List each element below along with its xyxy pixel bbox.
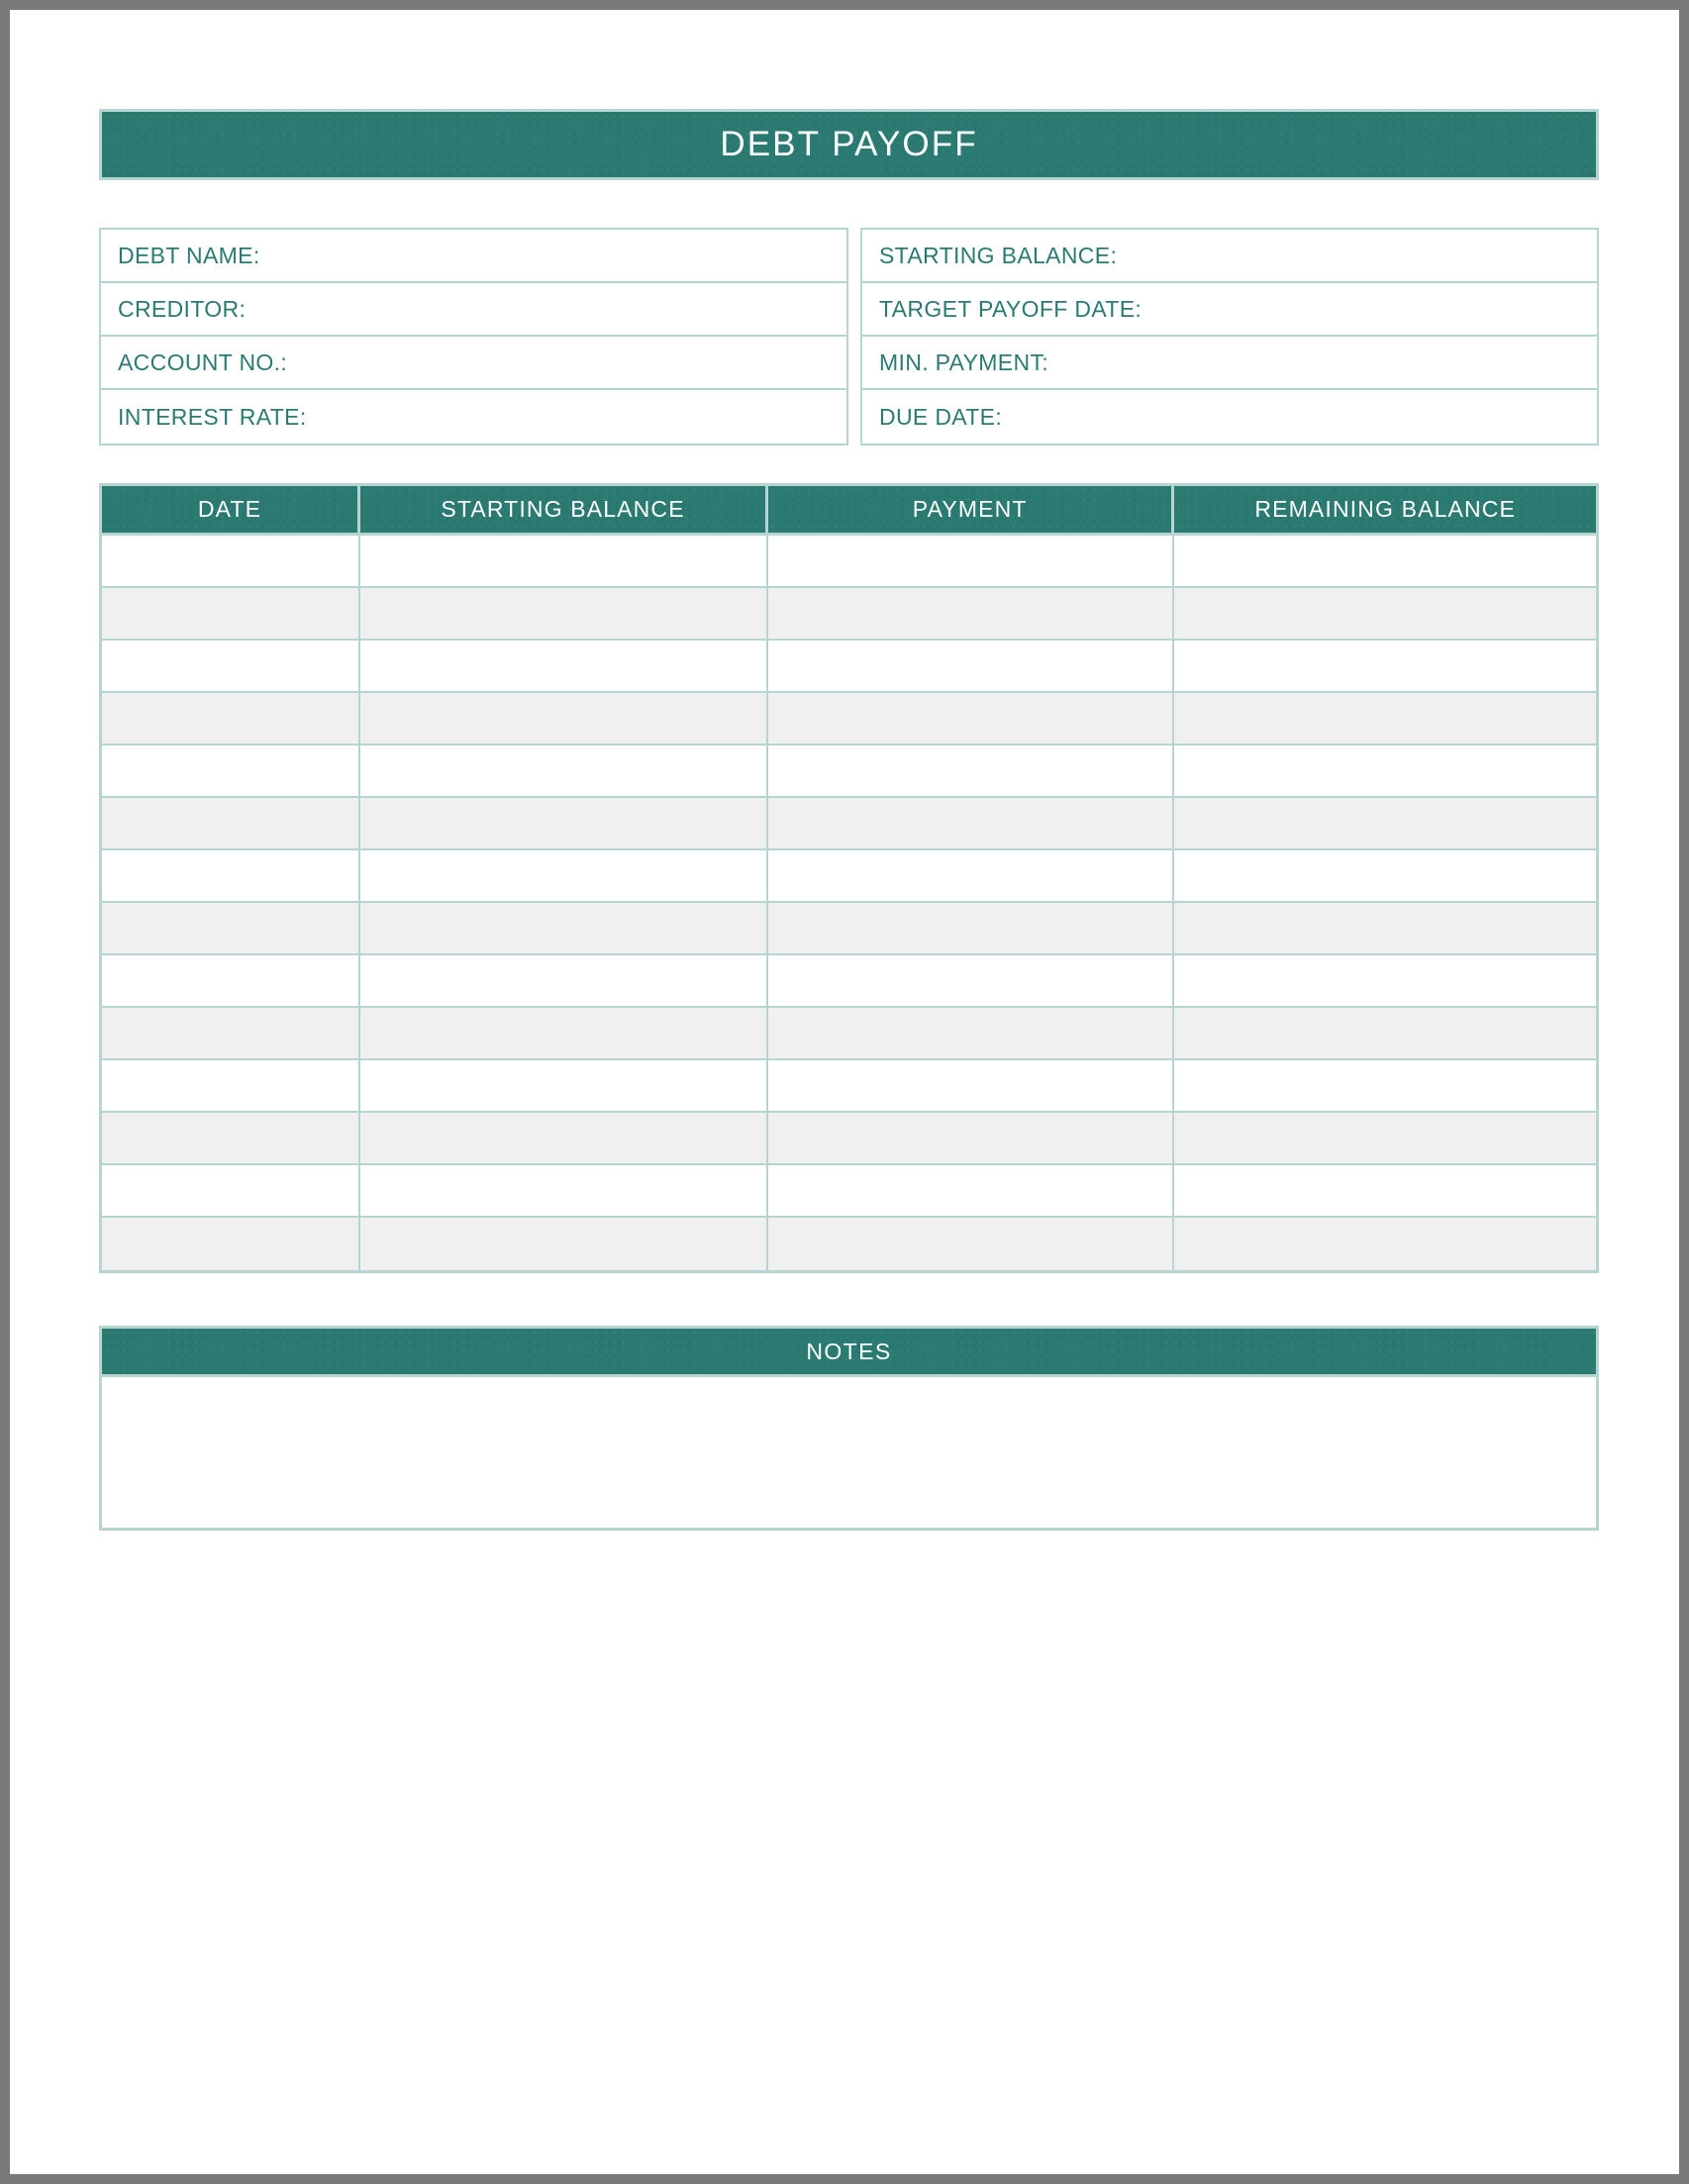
table-cell[interactable] [768,641,1174,691]
table-cell[interactable] [360,1008,768,1058]
table-cell[interactable] [102,1113,360,1163]
table-cell[interactable] [1174,745,1596,796]
table-cell[interactable] [360,745,768,796]
field-min-payment-label: MIN. PAYMENT: [879,348,1049,375]
table-cell[interactable] [1174,536,1596,586]
table-cell[interactable] [768,745,1174,796]
table-row[interactable] [102,1218,1596,1270]
table-cell[interactable] [1174,1008,1596,1058]
column-header-payment-label: PAYMENT [912,496,1028,522]
table-cell[interactable] [102,588,360,639]
table-cell[interactable] [768,536,1174,586]
column-header-starting-balance [360,486,768,533]
table-cell[interactable] [768,1060,1174,1111]
table-cell[interactable] [102,955,360,1006]
table-cell[interactable] [1174,1218,1596,1270]
table-cell[interactable] [768,1218,1174,1270]
table-cell[interactable] [1174,588,1596,639]
table-row[interactable] [102,850,1596,903]
table-cell[interactable] [1174,1165,1596,1216]
table-cell[interactable] [102,1218,360,1270]
table-cell[interactable] [1174,903,1596,953]
field-due-date[interactable] [862,390,1597,444]
table-cell[interactable] [102,745,360,796]
column-header-remaining-balance [1174,486,1596,533]
table-cell[interactable] [360,1165,768,1216]
table-row[interactable] [102,745,1596,798]
table-row[interactable] [102,693,1596,745]
table-cell[interactable] [768,850,1174,901]
table-cell[interactable] [360,588,768,639]
table-row[interactable] [102,1113,1596,1165]
table-row[interactable] [102,1165,1596,1218]
table-cell[interactable] [102,693,360,744]
table-cell[interactable] [360,850,768,901]
table-row[interactable] [102,1060,1596,1113]
field-target-payoff-date[interactable] [862,283,1597,337]
column-header-date [102,486,360,533]
table-header-row [102,486,1596,536]
table-cell[interactable] [360,903,768,953]
table-cell[interactable] [1174,693,1596,744]
notes-header-label: NOTES [806,1338,892,1364]
page-title [99,109,1599,180]
field-due-date-label: DUE DATE: [879,403,1003,430]
table-cell[interactable] [768,798,1174,848]
table-row[interactable] [102,641,1596,693]
table-row[interactable] [102,955,1596,1008]
table-cell[interactable] [102,850,360,901]
page-content [99,109,1599,1531]
table-cell[interactable] [360,1060,768,1111]
field-debt-name[interactable] [101,230,846,283]
payment-log-table [99,483,1599,1273]
table-row[interactable] [102,1008,1596,1060]
table-cell[interactable] [1174,1060,1596,1111]
table-row[interactable] [102,903,1596,955]
table-cell[interactable] [102,903,360,953]
table-cell[interactable] [360,1218,768,1270]
field-min-payment[interactable] [862,337,1597,390]
table-cell[interactable] [102,1060,360,1111]
table-cell[interactable] [768,903,1174,953]
field-interest-rate[interactable] [101,390,846,444]
debt-info-left-column [99,228,848,446]
field-interest-rate-label: INTEREST RATE: [118,403,307,430]
table-cell[interactable] [1174,850,1596,901]
debt-info-section [99,228,1599,446]
table-cell[interactable] [360,693,768,744]
field-account-no-label: ACCOUNT NO.: [118,348,288,375]
table-cell[interactable] [360,1113,768,1163]
notes-header [99,1326,1599,1377]
table-row[interactable] [102,536,1596,588]
table-cell[interactable] [1174,798,1596,848]
table-cell[interactable] [102,798,360,848]
field-account-no[interactable] [101,337,846,390]
field-target-payoff-date-label: TARGET PAYOFF DATE: [879,295,1143,322]
page-sheet [10,10,1679,2174]
field-creditor-label: CREDITOR: [118,295,247,322]
field-creditor[interactable] [101,283,846,337]
table-cell[interactable] [360,536,768,586]
table-body [102,536,1596,1270]
column-header-payment [768,486,1174,533]
table-cell[interactable] [768,1008,1174,1058]
table-cell[interactable] [768,693,1174,744]
field-starting-balance-label: STARTING BALANCE: [879,242,1118,268]
table-cell[interactable] [1174,1113,1596,1163]
debt-info-right-column [860,228,1599,446]
table-cell[interactable] [360,641,768,691]
table-row[interactable] [102,798,1596,850]
table-cell[interactable] [102,1008,360,1058]
table-cell[interactable] [768,1113,1174,1163]
table-row[interactable] [102,588,1596,641]
table-cell[interactable] [768,1165,1174,1216]
column-header-date-label: DATE [197,496,262,522]
table-cell[interactable] [102,1165,360,1216]
table-cell[interactable] [1174,955,1596,1006]
column-header-remaining-balance-label: REMAINING BALANCE [1254,496,1517,522]
table-cell[interactable] [768,588,1174,639]
table-cell[interactable] [360,798,768,848]
page-title-text: DEBT PAYOFF [720,125,978,163]
table-cell[interactable] [102,641,360,691]
column-header-starting-balance-label: STARTING BALANCE [441,496,685,522]
table-cell[interactable] [1174,641,1596,691]
table-cell[interactable] [768,955,1174,1006]
table-cell[interactable] [102,536,360,586]
field-debt-name-label: DEBT NAME: [118,242,260,268]
table-cell[interactable] [360,955,768,1006]
notes-input-area[interactable] [99,1377,1599,1531]
field-starting-balance[interactable] [862,230,1597,283]
